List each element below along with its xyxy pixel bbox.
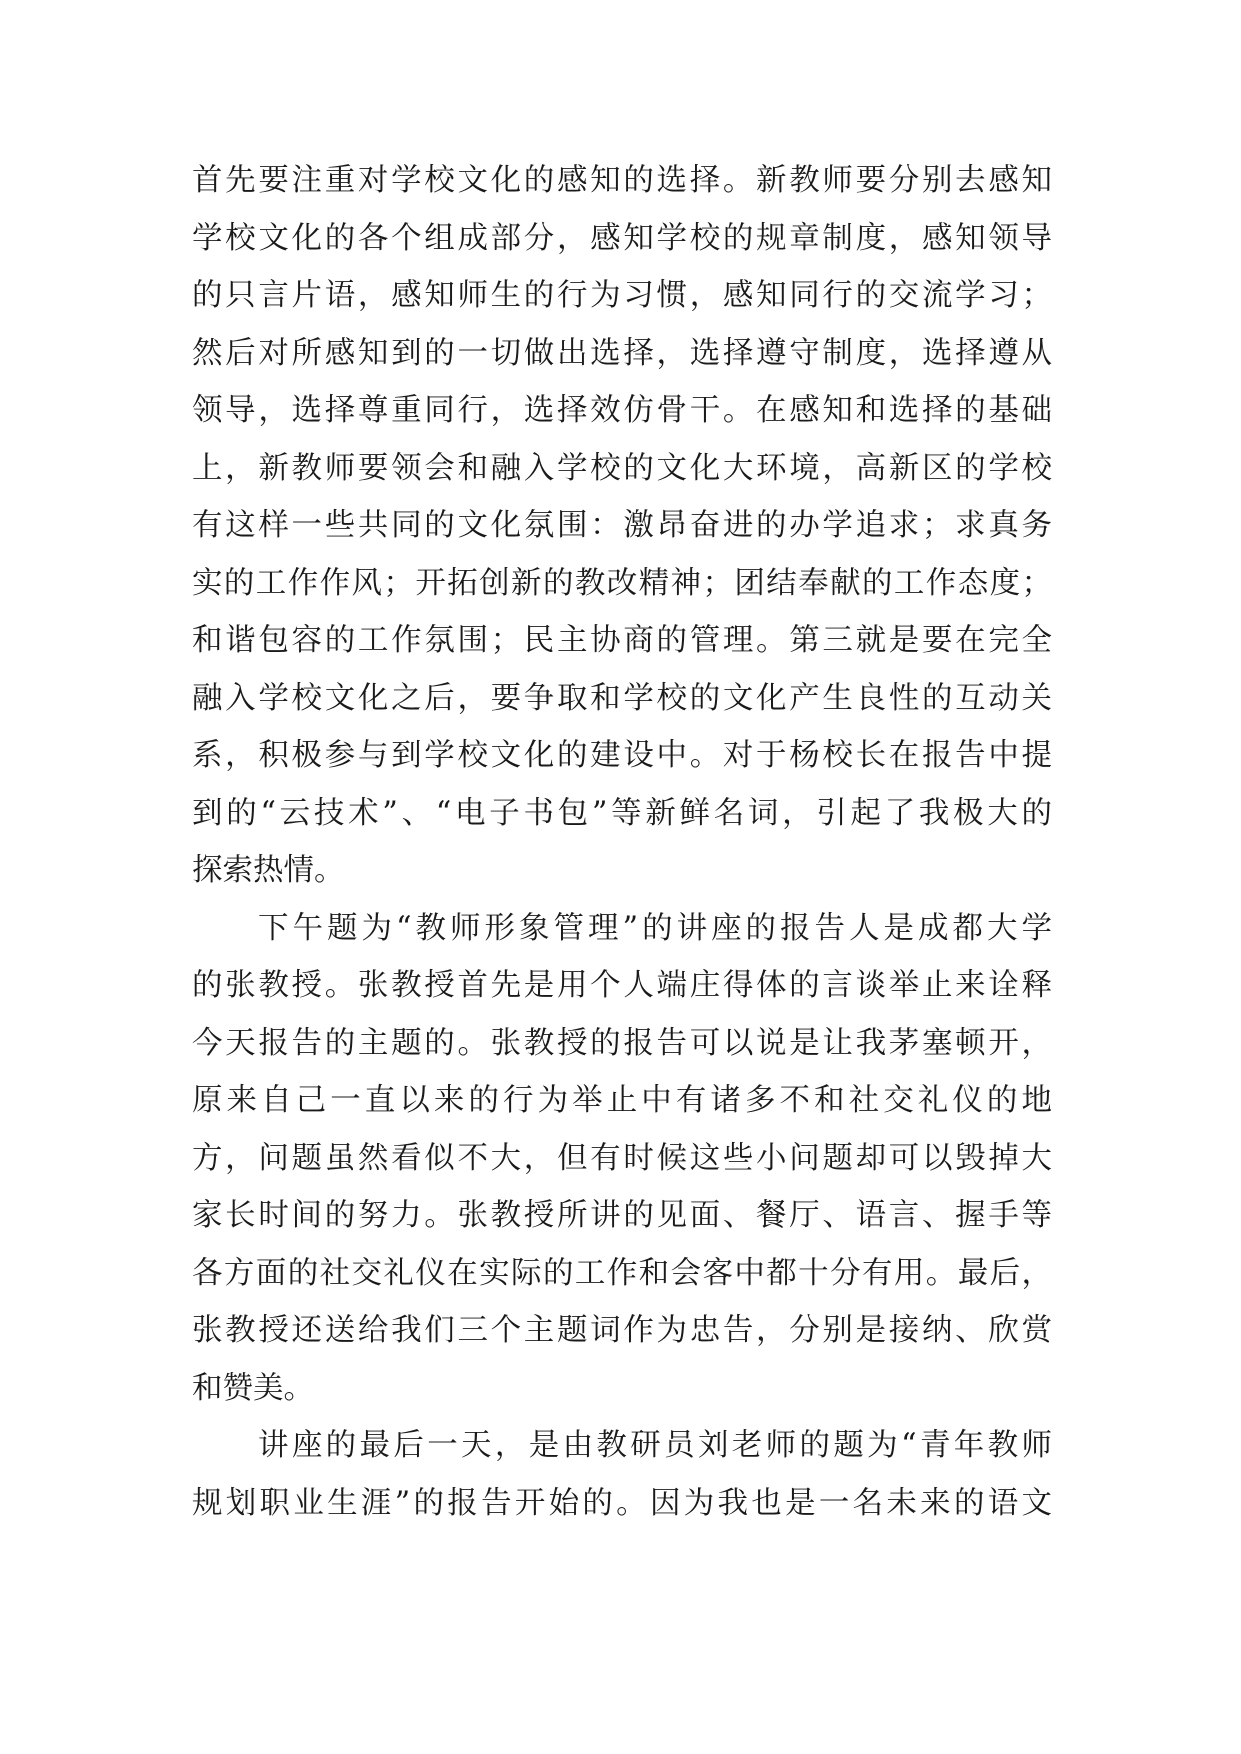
text-line: 和赞美。: [192, 1370, 314, 1406]
text-line: 领导，选择尊重同行，选择效仿骨干。在感知和选择的基础: [192, 393, 1052, 428]
text-line: 今天报告的主题的。张教授的报告可以说是让我茅塞顿开，: [192, 1025, 1052, 1061]
text-line: 各方面的社交礼仪在实际的工作和会客中都十分有用。最后，: [192, 1255, 1052, 1291]
paragraph: [192, 900, 1052, 1418]
text-line: 规划职业生涯”的报告开始的。因为我也是一名未来的语文: [192, 1485, 1052, 1521]
text-line: 有这样一些共同的文化氛围：激昂奋进的办学追求；求真务: [192, 508, 1052, 543]
text-line: 的张教授。张教授首先是用个人端庄得体的言谈举止来诠释: [192, 968, 1052, 1003]
text-line: 和谐包容的工作氛围；民主协商的管理。第三就是要在完全: [192, 623, 1052, 658]
paragraph: [192, 152, 1052, 900]
text-line: 方，问题虽然看似不大，但有时候这些小问题却可以毁掉大: [192, 1140, 1052, 1176]
text-line: 然后对所感知到的一切做出选择，选择遵守制度，选择遵从: [192, 335, 1052, 371]
text-line: 讲座的最后一天，是由教研员刘老师的题为“青年教师: [258, 1428, 1052, 1463]
text-line: 原来自己一直以来的行为举止中有诸多不和社交礼仪的地: [192, 1083, 1052, 1118]
text-line: 首先要注重对学校文化的感知的选择。新教师要分别去感知: [192, 163, 1052, 198]
text-line: 到的“云技术”、“电子书包”等新鲜名词，引起了我极大的: [192, 795, 1052, 831]
text-line: 融入学校文化之后，要争取和学校的文化产生良性的互动关: [192, 680, 1052, 716]
text-line: 家长时间的努力。张教授所讲的见面、餐厅、语言、握手等: [192, 1198, 1052, 1233]
text-line: 探索热情。: [192, 853, 345, 888]
text-line: 张教授还送给我们三个主题词作为忠告，分别是接纳、欣赏: [192, 1313, 1052, 1348]
paragraph: [192, 1417, 1052, 1532]
text-line: 学校文化的各个组成部分，感知学校的规章制度，感知领导: [192, 220, 1052, 256]
text-line: 的只言片语，感知师生的行为习惯，感知同行的交流学习；: [192, 278, 1052, 313]
text-line: 下午题为“教师形象管理”的讲座的报告人是成都大学: [258, 910, 1052, 946]
document-body: [192, 152, 1052, 1532]
text-line: 系，积极参与到学校文化的建设中。对于杨校长在报告中提: [192, 738, 1052, 773]
text-line: 实的工作作风；开拓创新的教改精神；团结奉献的工作态度；: [192, 565, 1052, 601]
text-line: 上，新教师要领会和融入学校的文化大环境，高新区的学校: [192, 450, 1052, 486]
